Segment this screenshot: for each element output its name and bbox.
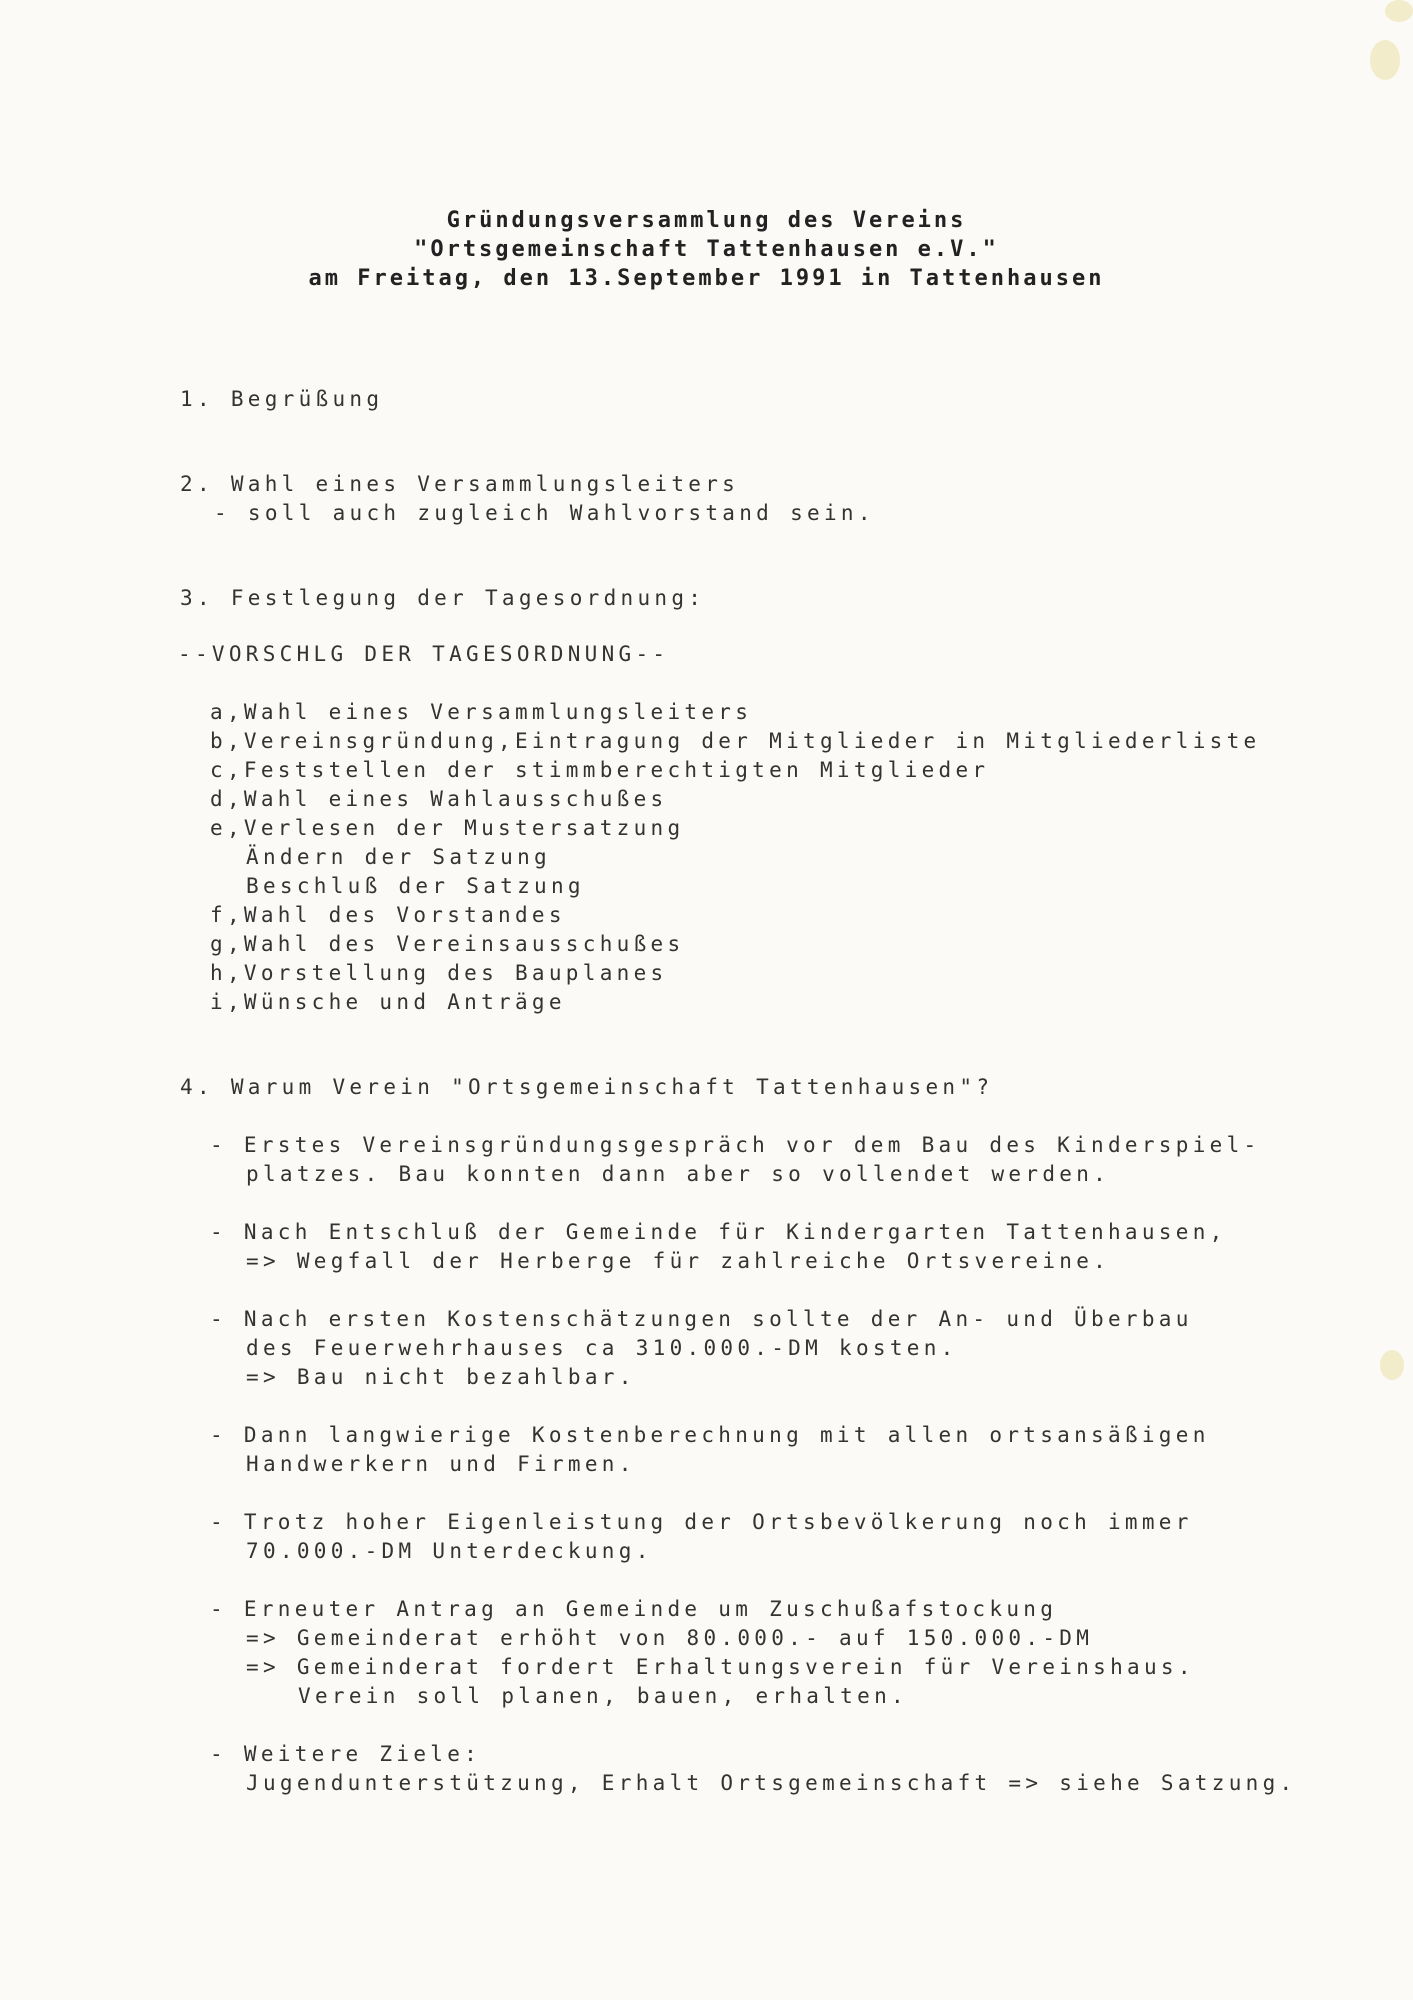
reason-block [180, 1595, 1380, 1711]
list-item: a,Wahl eines Versammlungsleiters [210, 700, 753, 724]
reason-line: - Dann langwierige Kostenberechnung mit allen ortsansäßigen [210, 1423, 1210, 1447]
agenda-item-4: 4. Warum Verein "Ortsgemeinschaft Tattenhausen"? [180, 1075, 994, 1099]
list-item: b,Vereinsgründung,Eintragung der Mitglieder in Mitgliederliste [210, 729, 1261, 753]
list-item: c,Feststellen der stimmberechtigten Mitglieder [210, 758, 990, 782]
reasons-list [180, 1131, 1380, 1798]
reason-block [180, 1508, 1380, 1566]
reason-block [180, 1218, 1380, 1276]
list-item: Beschluß der Satzung [246, 874, 585, 898]
document-header [0, 206, 1413, 293]
reason-line: - Nach ersten Kostenschätzungen sollte der An- und Überbau [210, 1307, 1193, 1331]
list-item: i,Wünsche und Anträge [210, 990, 566, 1014]
reason-line: Jugendunterstützung, Erhalt Ortsgemeinschaft => siehe Satzung. [246, 1771, 1297, 1795]
reason-line: - Erneuter Antrag an Gemeinde um Zuschußafstockung [210, 1597, 1058, 1621]
agenda-item-2-note: - soll auch zugleich Wahlvorstand sein. [214, 501, 875, 525]
list-item: e,Verlesen der Mustersatzung [210, 816, 685, 840]
reason-line: Handwerkern und Firmen. [246, 1452, 636, 1476]
reason-line: - Erstes Vereinsgründungsgespräch vor dem Bau des Kinderspiel- [210, 1133, 1261, 1157]
reason-line: - Trotz hoher Eigenleistung der Ortsbevölkerung noch immer [210, 1510, 1193, 1534]
header-title: Gründungsversammlung des Vereins [446, 208, 967, 233]
reason-line: => Wegfall der Herberge für zahlreiche Ortsvereine. [246, 1249, 1111, 1273]
reason-line: - Weitere Ziele: [210, 1742, 482, 1766]
agenda-item-3: 3. Festlegung der Tagesordnung: [180, 586, 706, 610]
list-item: h,Vorstellung des Bauplanes [210, 961, 668, 985]
reason-block [180, 1740, 1380, 1798]
reason-line: des Feuerwehrhauses ca 310.000.-DM kosten. [246, 1336, 958, 1360]
reason-block [180, 1305, 1380, 1392]
list-item: g,Wahl des Vereinsausschußes [210, 932, 685, 956]
reason-line: 70.000.-DM Unterdeckung. [246, 1539, 653, 1563]
header-association: "Ortsgemeinschaft Tattenhausen e.V." [414, 237, 999, 262]
reason-line: => Gemeinderat erhöht von 80.000.- auf 150.000.-DM [246, 1626, 1094, 1650]
header-date: am Freitag, den 13.September 1991 in Tattenhausen [308, 266, 1105, 291]
list-item: f,Wahl des Vorstandes [210, 903, 566, 927]
reason-line: => Gemeinderat fordert Erhaltungsverein für Vereinshaus. [246, 1655, 1195, 1679]
agenda-item-1: 1. Begrüßung [180, 387, 384, 411]
list-item: d,Wahl eines Wahlausschußes [210, 787, 668, 811]
agenda-item-2: 2. Wahl eines Versammlungsleiters [180, 472, 740, 496]
reason-line: - Nach Entschluß der Gemeinde für Kindergarten Tattenhausen, [210, 1220, 1227, 1244]
list-item: Ändern der Satzung [246, 845, 551, 869]
reason-line: platzes. Bau konnten dann aber so vollendet werden. [246, 1162, 1111, 1186]
agenda-body [180, 385, 1380, 1798]
reason-block [180, 1131, 1380, 1189]
reason-line: Verein soll planen, bauen, erhalten. [298, 1684, 908, 1708]
paper-stain [1385, 0, 1413, 22]
reason-block [180, 1421, 1380, 1479]
paper-stain [1380, 1350, 1404, 1380]
paper-stain [1370, 40, 1400, 80]
reason-line: => Bau nicht bezahlbar. [246, 1365, 636, 1389]
agenda-proposal-heading: --VORSCHLG DER TAGESORDNUNG-- [178, 642, 670, 666]
agenda-proposal-list [180, 698, 1380, 1017]
